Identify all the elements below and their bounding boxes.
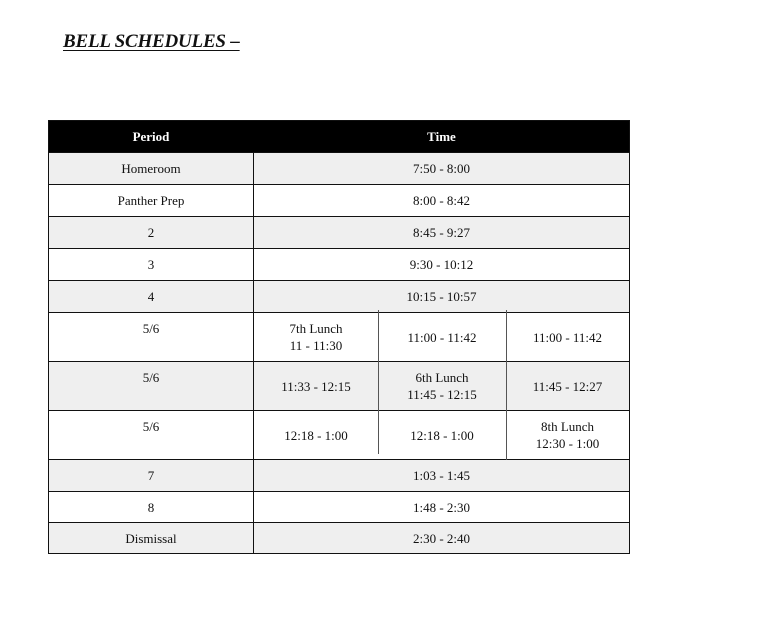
lunch-row (49, 362, 629, 411)
time-cell: 1:03 - 1:45 (412, 468, 471, 483)
table-row (49, 185, 629, 217)
header-period: Period (49, 121, 254, 152)
lunch-slot-cell (254, 313, 378, 361)
table-row (49, 153, 629, 185)
period-cell: 5/6 (49, 362, 254, 410)
table-header-row (49, 121, 629, 153)
period-cell: 5/6 (49, 411, 254, 459)
lunch-slot-time: 11:00 - 11:42 (407, 329, 477, 345)
lunch-slot-cell (378, 362, 506, 410)
lunch-slot-label: 7th Lunch (289, 321, 343, 336)
lunch-slot-cell (254, 362, 378, 410)
table-row (49, 523, 629, 553)
period-cell: Homeroom (49, 153, 254, 184)
table-row (49, 217, 629, 249)
table-row (49, 460, 629, 492)
bell-schedule-table (48, 120, 630, 554)
time-cell: 7:50 - 8:00 (412, 161, 471, 176)
lunch-slot-cell (378, 411, 506, 459)
lunch-slot-cell (506, 411, 629, 459)
lunch-slot-time: 12:18 - 1:00 (284, 427, 348, 443)
header-time: Time (427, 129, 456, 144)
time-cell: 8:45 - 9:27 (412, 225, 471, 240)
lunch-slot-time: 11:00 - 11:42 (532, 329, 603, 345)
lunch-row (49, 411, 629, 460)
lunch-column-divider (506, 310, 507, 460)
table-row (49, 281, 629, 313)
lunch-slot-time: 12:18 - 1:00 (410, 427, 474, 443)
lunch-slot-cell (254, 411, 378, 459)
time-cell: 10:15 - 10:57 (406, 289, 477, 304)
lunch-slot-time: 11:45 - 12:27 (532, 378, 603, 394)
time-cell: 1:48 - 2:30 (412, 499, 471, 515)
period-cell: 5/6 (49, 313, 254, 361)
lunch-row (49, 313, 629, 362)
period-cell: 2 (49, 217, 254, 248)
period-cell: Dismissal (49, 523, 254, 553)
lunch-slot-time: 12:30 - 1:00 (535, 436, 600, 451)
lunch-slot-label: 8th Lunch (540, 419, 595, 434)
period-cell: 4 (49, 281, 254, 312)
table-row (49, 492, 629, 523)
period-cell: 7 (49, 460, 254, 491)
period-cell: 3 (49, 249, 254, 280)
table-row (49, 249, 629, 281)
lunch-slot-time: 11:33 - 12:15 (281, 378, 351, 394)
time-cell: 8:00 - 8:42 (412, 193, 471, 208)
time-cell: 9:30 - 10:12 (409, 257, 474, 272)
lunch-slot-cell (378, 313, 506, 361)
period-cell: 8 (49, 492, 254, 522)
lunch-column-divider (378, 310, 379, 454)
time-cell: 2:30 - 2:40 (412, 530, 471, 546)
period-cell: Panther Prep (49, 185, 254, 216)
page-title: BELL SCHEDULES – (63, 31, 240, 52)
lunch-slot-label: 6th Lunch (415, 370, 469, 385)
lunch-slot-time: 11 - 11:30 (289, 338, 343, 353)
lunch-slot-cell (506, 313, 629, 361)
lunch-slot-time: 11:45 - 12:15 (407, 387, 477, 402)
lunch-slot-cell (506, 362, 629, 410)
